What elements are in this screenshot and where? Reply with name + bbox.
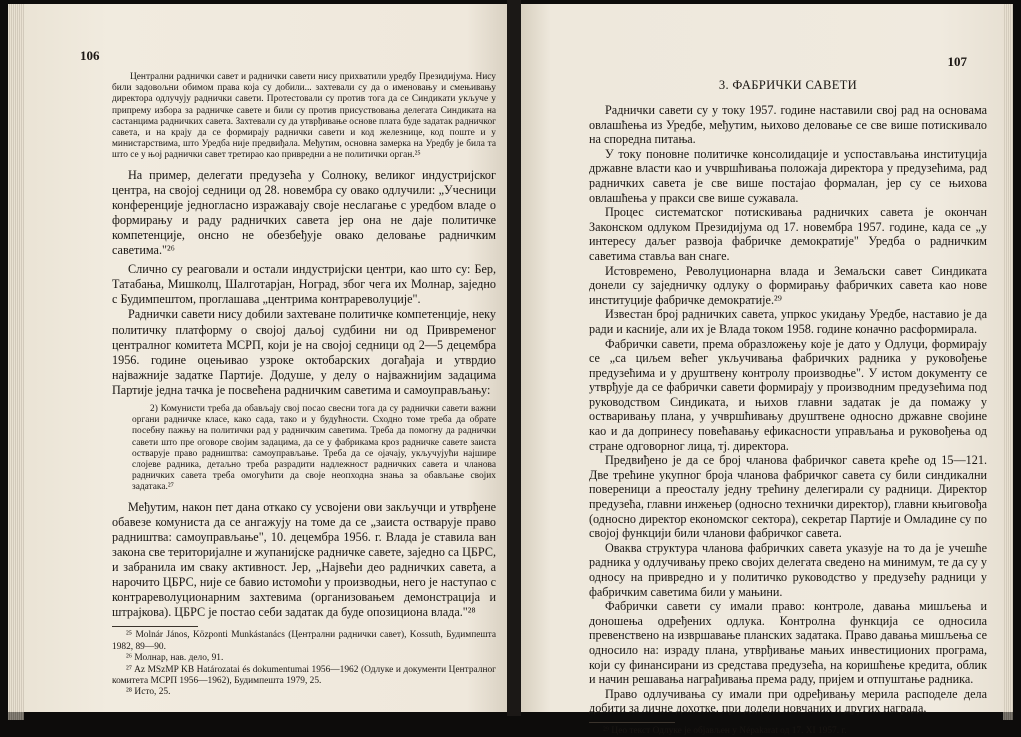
page-edge [1003,4,1013,720]
footnote: ²⁷ Az MSzMP KB Határozatai és dokumentumai 1956—1962 (Одлуке и документи Централног комитета МСРП 1956—1962), Будимпешта 1979, 25. [112,664,496,687]
footnote-rule [589,722,675,723]
left-text-column [112,72,496,699]
section-title: 3. ФАБРИЧКИ САВЕТИ [718,78,858,92]
paragraph: Право одлучивања су имали при одређивању мерила расподеле дела добити за личне дохотке, при додели новчаних и других награда, [589,686,987,716]
paragraph: Процес систематског потискивања радничких савета је окончан Законском одлуком Президијума од 17. новембра 1957. године, када се „у интересу даљег развоја фабричке демократије" Уредба о радничким саветима ставља ван снаге. [589,205,987,263]
paragraph: Истовремено, Револуционарна влада и Земаљски савет Синдиката донели су заједничку одлуку о формирању фабричких савета као нове институције фабричке демократије.²⁹ [589,263,987,307]
footnote: ²⁶ Молнар, нав. дело, 91. [126,653,224,664]
block-quote: 2) Комунисти треба да обављају свој посао свесни тога да су раднички савети важни органи радничке класе, како сада, тако и у будућности. Сходно томе треба да обрате посебну пажњу на политички рад у радничким саветима. Треба да помогну да раднички савети што пре оговоре својим задацима, да се у фабрикама кроз радничке савете заиста остварује право радништва: самоуправљање. Треба да се ојачају, укључујући најшире слојеве радника, детаљно треба разрадити надлежност радничких савета и чланова радничких савета треба омогућити да своје неопходна знања за обављање својих задатака.²⁷ [132,404,496,493]
page-number: 107 [947,54,967,69]
footnote: ²⁹ Цео текст Одлуке је објављен у Népakarat од 17. XI 1957. г. [603,725,847,736]
page-edge [8,4,24,720]
footnote-rule [112,626,198,627]
paragraph: Оваква структура чланова фабричких савета указује на то да је учешће радника у одлучивању преко својих делегата сведено на минимум, те да су у односу на привредно и у политичко руководство у предузећу радници у фабричким саветима били у мањини. [589,540,987,599]
paragraph: На пример, делегати предузећа у Солноку, великог индустријског центра, на својој седници од 28. новембра су овако одлучили: „Учесници конференције једногласно изражавају своје неслагање с уредбом владе о формирању и раду радничких савета јер она не даје политичке компетенције, онсно не обезбеђује овако деловање радничким саветима."²⁶ [112,167,496,258]
paragraph: Међутим, након пет дана откако су усвојени ови закључци и утврђене обавезе комуниста да се ангажују на томе да се „заиста остварује право радништва: самоуправљање", 10. децембра 1956. г. Влада је ставила ван закона све територијалне и жупанијске радничке савете, заједно са ЦБРС, и забранила им сваку активност. Јер, „Највећи део радничких савета, а нарочито ЦБРС, није се бавио истомоћи у производњи, него је наступао с контрареволуционарним захтевима (организовањем демонстрација и штрајкова). ЦБРС је постао себи задатак да буде опозициона влада."²⁸ [112,499,496,620]
right-text-column [589,78,987,737]
paragraph: Раднички савети су у току 1957. године наставили свој рад на основама овлашћења из Уредбе, међутим, њихово деловање се све више потискивало на споредна питања. [589,103,987,147]
paragraph: Фабрички савети су имали право: контроле, давања мишљења и доношења одређених одлука. Контролна функција се односила превенствено на извршавање планских задатака. Право давања мишљења се односило на: израду плана, утврђивање мањих инвестиционих програма, који су финансирани из средстава предузећа, на коришћење кредита, облик и начин решавања награђивања према раду, пријем и отпуштање радника. [589,599,987,687]
paragraph: Слично су реаговали и остали индустријски центри, као што су: Бер, Татабања, Мишколц, Шалготарјан, Ноград, због чега их Молнар, заједно с Будимпештом, проглашава „центрима контрареволуције". [112,262,496,307]
book-gutter [507,0,521,716]
paragraph: Раднички савети нису добили захтеване политичке компетенције, неку политичку платформу о својој даљој судбини ни од Привременог централног комитета МСРП, који је на својој седници од 2—5 децембра 1956. године оцењивао узроке октобарских догађаја и утврдио најважније задатке Партије. Додуше, у делу о најважнијим задацима Партије једна тачка је посвећена радничким саветима и самоуправљању: [112,307,496,397]
footnote: ²⁵ Molnár János, Központi Munkástanács (Централни раднички савет), Kossuth, Будимпешта 1982, 89—90. [112,630,496,652]
footnote: ²⁸ Исто, 25. [126,687,171,698]
paragraph: Централни раднички савет и раднички савети нису прихватили уредбу Президијума. Нису били задовољни обимом права која су добили... захтевали су да о именовању и смењивању директора одлучују раднички савети. Протестовали су против тога да се Синдикати укључе у припрему избора за радничке савете и били су против присуствовања делегата Синдиката на састанцима радничких савета. Захтевали су да утврђивање основе плата буде задатак радничког савета, и на крају да се формирају раднички савети и код железнице, код поште и у министарствима, што Уредба није предвиђала. Међутим, основна замерка на Уредбу је била та што се у њој раднички савет третирао као привредни а не политички орган.²⁵ [112,72,496,161]
paragraph: У току поновне политичке консолидације и успостављања институција државне власти као и учвршћивања положаја директора у предузећима, рад радничких савета је све више постајао формалан, јер су се њихова овлашћења у пракси све више сужавала. [589,146,987,205]
paragraph: Фабрички савети, према образложењу које је дато у Одлуци, формирају се „са циљем већег укључивања фабричких радника у руковођење предузећима и у друштвену контролу производње". У истом документу се утврђује да се фабрички савети формирају у производним предузећима под руководством Синдиката, и њихов главни задатак је да помажу у остваривању плана, у учвршћивању друштвене односно државне својине као и да допринесу повећавању ефикасности управљања и руковођења од стране одговорног лица, тј. директора. [589,336,987,453]
right-page [521,4,1013,736]
page-number: 106 [80,48,100,63]
left-page [8,4,507,712]
paragraph: Известан број радничких савета, упркос укидању Уредбе, наставио је да ради и касније, али их је Влада током 1958. године коначно расформирала. [589,307,987,336]
paragraph: Предвиђено је да се број чланова фабричког савета креће од 15—121. Две трећине укупног броја чланова фабричког савета су били синдикални повереници а преосталу једну трећину делегирали су радници. Директор предузећа, главни инжењер (односно технички директор), главни књиговођа (односно директор економског сектора), секретар Партије и Омладине су по својој функцији били чланови фабричког савета. [589,453,987,541]
